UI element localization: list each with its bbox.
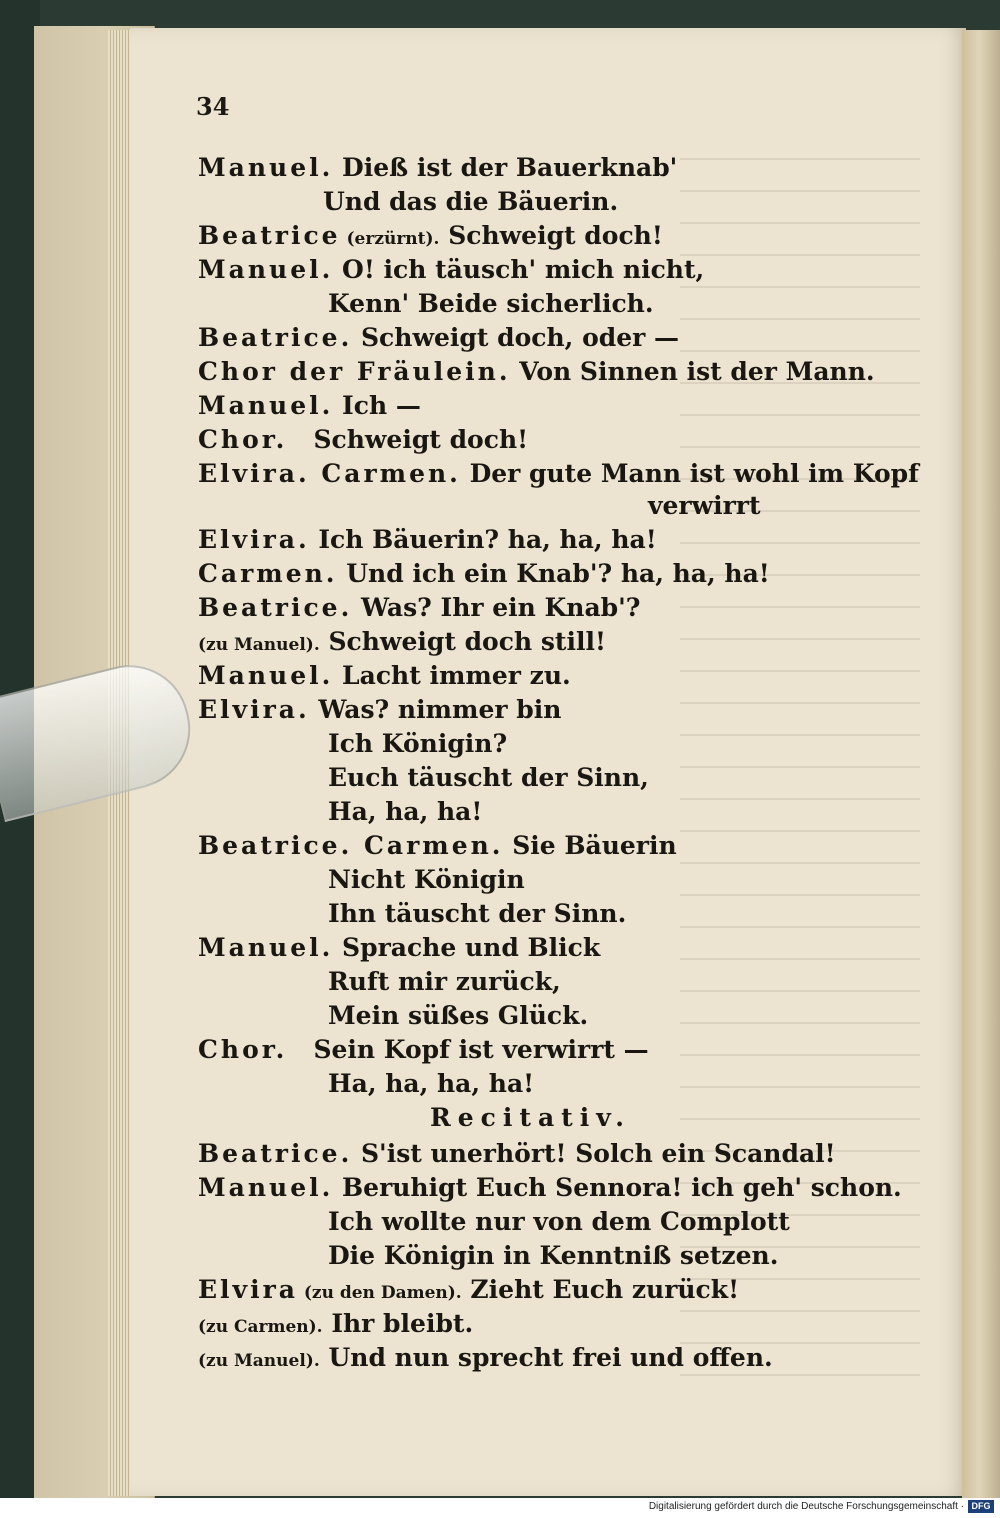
speaker-name: Beatrice. xyxy=(198,593,353,622)
stage-direction: (erzürnt). xyxy=(340,229,440,249)
text-line xyxy=(198,661,571,691)
line-text: Ha, ha, ha! xyxy=(328,797,483,826)
text-line xyxy=(198,153,677,183)
speaker-name: Manuel. xyxy=(198,153,334,182)
line-text: Sie Bäuerin xyxy=(503,831,677,860)
stage-direction: (zu den Damen). xyxy=(297,1283,462,1303)
text-line xyxy=(328,289,654,319)
text-line xyxy=(198,323,679,353)
text-line xyxy=(328,797,482,827)
line-text: Ich Bäuerin? ha, ha, ha! xyxy=(309,525,657,554)
line-text: Dieß ist der Bauerknab' xyxy=(333,153,678,182)
text-line xyxy=(328,899,626,929)
text-line xyxy=(328,1241,778,1271)
text-line xyxy=(198,695,561,725)
text-line xyxy=(198,627,606,660)
line-text: Lacht immer zu. xyxy=(333,661,571,690)
page-number: 34 xyxy=(196,92,230,121)
text-line xyxy=(648,491,761,521)
line-text: Schweigt doch! xyxy=(439,221,663,250)
text-line xyxy=(328,1001,588,1031)
text-line xyxy=(198,425,528,455)
line-text: Ihn täuscht der Sinn. xyxy=(328,899,627,928)
speaker-name: Manuel. xyxy=(198,933,334,962)
speaker-name: Beatrice xyxy=(198,221,341,250)
line-text: Ihr bleibt. xyxy=(322,1309,474,1338)
speaker-name: Elvira. xyxy=(198,525,310,554)
line-text: Sein Kopf ist verwirrt — xyxy=(287,1035,649,1064)
line-text: Was? nimmer bin xyxy=(309,695,562,724)
text-line xyxy=(198,1035,649,1065)
text-line xyxy=(198,255,704,285)
text-line xyxy=(328,865,525,895)
text-line xyxy=(323,187,618,217)
line-text: Ich — xyxy=(333,391,421,420)
line-text: Die Königin in Kenntniß setzen. xyxy=(328,1241,779,1270)
text-line xyxy=(198,1139,836,1169)
speaker-name: Elvira. xyxy=(198,695,310,724)
line-text: Schweigt doch still! xyxy=(319,627,606,656)
text-line xyxy=(198,1275,739,1308)
section-heading xyxy=(430,1103,631,1133)
text-line xyxy=(198,1343,773,1376)
line-text: S'ist unerhört! Solch ein Scandal! xyxy=(352,1139,836,1168)
stage-direction: (zu Manuel). xyxy=(198,1351,320,1371)
text-line xyxy=(198,1173,902,1203)
text-line xyxy=(328,1207,790,1237)
footer-bar xyxy=(0,1498,1000,1518)
speaker-name: Manuel. xyxy=(198,255,334,284)
speaker-name: Elvira. Carmen. xyxy=(198,459,461,488)
line-text: Euch täuscht der Sinn, xyxy=(328,763,649,792)
line-text: Der gute Mann ist wohl im Kopf xyxy=(460,459,919,488)
line-text: Und ich ein Knab'? ha, ha, ha! xyxy=(337,559,770,588)
line-text: Mein süßes Glück. xyxy=(328,1001,589,1030)
text-line xyxy=(198,391,421,421)
text-line xyxy=(198,221,663,254)
text-line xyxy=(328,729,507,759)
speaker-name: Chor. xyxy=(198,425,288,454)
text-line xyxy=(198,559,770,589)
speaker-name: Beatrice. xyxy=(198,1139,353,1168)
text-line xyxy=(328,1069,534,1099)
text-line xyxy=(198,525,657,555)
line-text: Sprache und Blick xyxy=(333,933,601,962)
text-line xyxy=(198,357,875,387)
stage-direction: (zu Carmen). xyxy=(198,1317,323,1337)
dfg-logo: DFG xyxy=(968,1500,994,1513)
stage-direction: (zu Manuel). xyxy=(198,635,320,655)
speaker-name: Manuel. xyxy=(198,391,334,420)
speaker-name: Elvira xyxy=(198,1275,298,1304)
speaker-name: Manuel. xyxy=(198,1173,334,1202)
funding-credit: Digitalisierung gefördert durch die Deutsche Forschungsgemeinschaft · xyxy=(648,1501,964,1512)
line-text: Ich wollte nur von dem Complott xyxy=(328,1207,790,1236)
line-text: Ruft mir zurück, xyxy=(328,967,561,996)
line-text: verwirrt xyxy=(648,491,761,520)
line-text: Kenn' Beide sicherlich. xyxy=(328,289,654,318)
line-text: Beruhigt Euch Sennora! ich geh' schon. xyxy=(333,1173,902,1202)
line-text: Schweigt doch! xyxy=(287,425,529,454)
text-line xyxy=(198,459,919,489)
line-text: Nicht Königin xyxy=(328,865,525,894)
line-text: Von Sinnen ist der Mann. xyxy=(510,357,875,386)
speaker-name: Manuel. xyxy=(198,661,334,690)
text-line xyxy=(198,1309,473,1342)
line-text: Schweigt doch, oder — xyxy=(352,323,680,352)
speaker-name: Carmen. xyxy=(198,559,338,588)
line-text: Recitativ. xyxy=(430,1103,631,1132)
line-text: Ha, ha, ha, ha! xyxy=(328,1069,535,1098)
text-line xyxy=(198,831,677,861)
speaker-name: Beatrice. Carmen. xyxy=(198,831,504,860)
line-text: Und nun sprecht frei und offen. xyxy=(319,1343,773,1372)
speaker-name: Chor. xyxy=(198,1035,288,1064)
speaker-name: Chor der Fräulein. xyxy=(198,357,511,386)
line-text: Und das die Bäuerin. xyxy=(323,187,619,216)
line-text: O! ich täusch' mich nicht, xyxy=(333,255,705,284)
text-line xyxy=(198,593,640,623)
line-text: Zieht Euch zurück! xyxy=(461,1275,740,1304)
line-text: Was? Ihr ein Knab'? xyxy=(352,593,641,622)
speaker-name: Beatrice. xyxy=(198,323,353,352)
text-line xyxy=(328,967,561,997)
text-line xyxy=(198,933,600,963)
text-line xyxy=(328,763,649,793)
line-text: Ich Königin? xyxy=(328,729,508,758)
